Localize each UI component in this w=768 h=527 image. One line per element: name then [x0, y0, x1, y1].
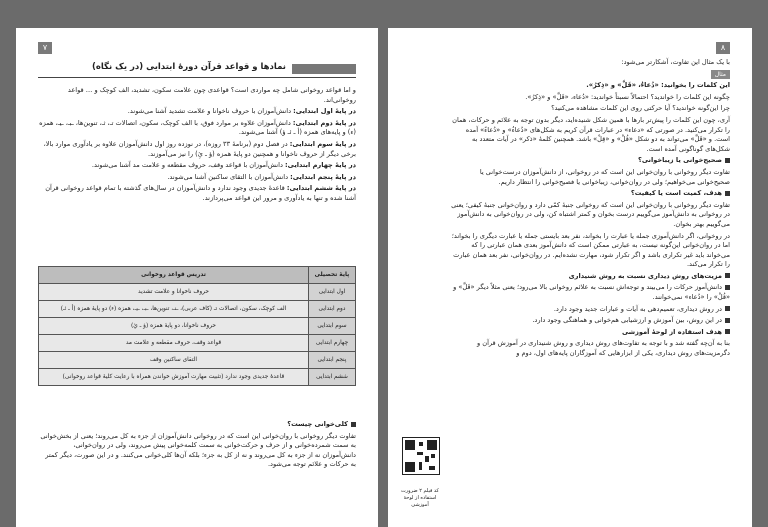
qr-caption: کد فیلم ۲ ضرورت استفاده از لوحهٔ آموزشی	[401, 488, 439, 508]
left-section	[38, 420, 356, 472]
square-bullet-icon	[725, 158, 730, 163]
subheading	[450, 156, 730, 166]
grade-paragraph	[38, 107, 356, 117]
left-body	[38, 86, 356, 206]
grade-label: در پایهٔ چهارم ابتدایی:	[285, 161, 356, 170]
grade-paragraph	[38, 161, 356, 171]
header-bar	[292, 64, 356, 74]
rules-cell: التقای ساکنین وقف	[39, 352, 309, 369]
header-title: نمادها و قواعد قرآن دورهٔ ابتدایی (در یک نگاه)	[91, 62, 286, 72]
subheading-text: هدف، کمیت است یا کیفیت؟	[630, 189, 722, 198]
intro-paragraph: و اما قواعد روخوانی شامل چه مواردی است؟ قواعدی چون علامت سکون، تشدید، الف کوچک و … قواعد روخوانی‌اند.	[67, 86, 356, 104]
grade-text: دانش‌آموزان با حروف ناخوانا و علامت تشدید آشنا می‌شوند.	[127, 107, 292, 116]
table-header-row	[39, 267, 356, 284]
square-bullet-icon	[351, 422, 356, 427]
example-text: آری، چون این کلمات را پیش‌تر بارها با همین شکل شنیده‌اید، دیگر بدون توجه به علائم و حرکات، همان را تکرار می‌کنید. در صورتی که «دعاء» در عبارات قرآن کریم به شکل‌های «دُعاءُ» و «دُعاءً» آمده است. و «قَلَّ» می‌تواند به دو شکل «قُلْ» و «قِلْ» باشد. همچنین کلمهٔ «ذکر» در آیات متعدد به شکل‌های گوناگونی آمده است.	[452, 115, 730, 153]
table-row	[39, 318, 356, 335]
grade-text: دانش‌آموزان با قواعد وقف، حروف مقطعه و علامت مد آشنا می‌شوند.	[91, 161, 283, 170]
header-rule	[38, 77, 356, 78]
table-row	[39, 352, 356, 369]
table-row	[39, 284, 356, 301]
rules-cell: حروف ناخوانا، دو پایهٔ همزه (ؤ ـ ئِ)	[39, 318, 309, 335]
bullet-text: دانش‌آموز حرکات را می‌بیند و توجه‌اش نسبت به علائم روخوانی بالا می‌رود؛ یعنی مثلاً دیگر «قَلَّ» و «قُلْ» را «دُعاء» نمی‌خوانند.	[453, 283, 730, 302]
grade-paragraph	[38, 119, 356, 138]
grade-cell: سوم ابتدایی	[309, 318, 356, 335]
bullet-item	[450, 316, 730, 326]
rules-cell: قواعد وقف، حروف مقطعه و علامت مد	[39, 335, 309, 352]
rules-cell: الف کوچک، سکون، اتصالات تـ (کاف عربی)، ـنـ، تنوین‌ها، ـبـ، ـیـ، همزه (ء) دو پایهٔ همزه (أ ـ ئـ)	[39, 301, 309, 318]
bullet-text: در این روش، بین آموزش و ارزشیابی هم‌خوانی و هماهنگی وجود دارد.	[532, 316, 722, 325]
square-bullet-icon	[725, 285, 730, 290]
paragraph: در روخوانی، اگر دانش‌آموزی جمله یا عبارت را بخواند، نفر بعد بایستی جمله یا عبارت دیگری را بخواند؛ اما در روان‌خوانی این‌گونه نیست، به عبارتی ممکن است که دانش‌آموز بعدی همان عبارتی را که می‌خواند باید غیر تکراری باشد و اگر تکرار شود، مهارت نشده‌ایم. در روان‌خوانی، نفر بعد همان عبارت را تکرار می‌کند.	[451, 231, 730, 269]
subheading	[450, 189, 730, 199]
qr-code-icon[interactable]	[402, 437, 440, 475]
rules-table	[38, 266, 356, 386]
example-tag-line	[450, 70, 730, 80]
grade-cell: ششم ابتدایی	[309, 369, 356, 386]
subheading-text: مزیت‌های روش دیداری نسبت به روش شنیداری	[568, 271, 722, 280]
section-heading	[38, 420, 356, 430]
grade-paragraph	[38, 173, 356, 183]
bullet-item	[450, 283, 730, 302]
grade-label: در پایهٔ اول ابتدایی:	[293, 107, 356, 116]
square-bullet-icon	[725, 191, 730, 196]
section-heading-text: کلی‌خوانی چیست؟	[287, 420, 348, 428]
grade-cell: چهارم ابتدایی	[309, 335, 356, 352]
grade-label: در پایهٔ پنجم ابتدایی:	[290, 172, 356, 181]
grade-paragraph	[38, 140, 356, 159]
subheading-text: هدف استفاده از لوحهٔ آموزشی	[621, 327, 722, 336]
rules-cell: حروف ناخوانا و علامت تشدید	[39, 284, 309, 301]
grade-paragraph	[38, 184, 356, 203]
table-row	[39, 335, 356, 352]
top-line: با یک مثال این تفاوت، آشکارتر می‌شود:	[621, 58, 730, 66]
column-header-grade: پایهٔ تحصیلی	[309, 267, 356, 284]
left-page	[16, 28, 378, 527]
table-row	[39, 301, 356, 318]
bullet-item	[450, 305, 730, 315]
rules-cell: قاعدهٔ جدیدی وجود ندارد (تثبیت مهارت آموزش خواندن همراه با رعایت کلیهٔ قواعد روخوانی)	[39, 369, 309, 386]
square-bullet-icon	[725, 273, 730, 278]
square-bullet-icon	[725, 318, 730, 323]
example-text: چگونه این کلمات را خواندید؟ احتمالاً نسبتاً خواندید: «دُعاء، «قَلَّ» و «ذِکرُ».	[525, 92, 730, 101]
page-number: ۷	[38, 42, 52, 54]
page-header	[38, 62, 356, 76]
grade-text: در فصل دوم (برنامهٔ ۳۳ روزه)، در نوزده روز اول دانش‌آموزان علاوه بر یادآوری موارد بالا، برخی دیگر از حروف ناخوانا و همچنین دو پایهٔ همزه (ؤ ـ ئِ) را نیز می‌آموزند.	[43, 139, 356, 158]
grade-text: قاعدهٔ جدیدی وجود ندارد و دانش‌آموزان در سال‌های گذشته با تمام قواعد روخوانی قرآن آشنا شده و تنها به یادآوری و مرور این قواعد می‌پردازند.	[45, 184, 356, 202]
example-text: چرا این‌گونه خواندید؟ آیا حرکتی روی این کلمات مشاهده می‌کنید؟	[551, 104, 730, 113]
grade-label: در پایهٔ دوم ابتدایی:	[292, 118, 356, 127]
section-paragraph: تفاوت دیگر روخوانی با روان‌خوانی این است که در روخوانی دانش‌آموزان از جزء به کل می‌روند؛ یعنی از بخش‌خوانی به سمت شمرده‌خوانی و از حرف و حرکت‌خوانی به سمت کلمه‌خوانی پیش می‌روند، ولی در روان‌خوانی، دانش‌آموزان نه از جزء به کل می‌روند و نه از کل به جزء؛ بلکه آن‌ها کلی‌خوانی می‌کنند. و در این صورت، دیگر کمتر به حرکات و علائم توجه می‌شود.	[40, 431, 356, 469]
square-bullet-icon	[725, 306, 730, 311]
subheading	[450, 328, 730, 338]
grade-label: در پایهٔ سوم ابتدایی:	[289, 139, 356, 148]
grade-text: دانش‌آموزان علاوه بر موارد فوق، با الف کوچک، سکون، اتصالات تـ، ثـ، تنوین‌ها، ـبـ، ـیـ، همزه (ء) و پایه‌های همزه (أ ـ ئـ ؤ) آشنا می‌شوند.	[39, 118, 356, 137]
column-header-rules: تدریس قواعد روخوانی	[39, 267, 309, 284]
page-number: ۸	[716, 42, 730, 54]
paragraph: بنا به آن‌چه گفته شد و با توجه به تفاوت‌های روش دیداری و روش شنیداری در آموزش قرآن و دگرمزیت‌های روش دیداری، یکی از ابزارهایی که آموزگاران پایه‌های اول، دوم و	[476, 339, 730, 358]
grade-text: دانش‌آموزان با التقای ساکنین آشنا می‌شوند.	[167, 172, 289, 181]
square-bullet-icon	[725, 329, 730, 334]
example-tag: مثال	[711, 70, 730, 80]
subheading	[450, 272, 730, 282]
right-body	[450, 58, 730, 361]
grade-cell: اول ابتدایی	[309, 284, 356, 301]
paragraph: تفاوت دیگر روخوانی با روان‌خوانی این است که روخوانی جنبهٔ کمّی دارد و روان‌خوانی جنبهٔ کیفی؛ یعنی در روخوانی به دانش‌آموز می‌گوییم درست بخوان و کمتر اشتباه کن، ولی در روان‌خوانی به دانش‌آموز می‌گوییم بهتر بخوان.	[451, 200, 730, 228]
bullet-text: در روش دیداری، تعمیم‌دهی به آیات و عبارات جدید وجود دارد.	[553, 304, 722, 313]
paragraph: تفاوت دیگر روخوانی با روان‌خوانی این است که در روخوانی، از دانش‌آموزان درست‌خوانی یا صحیح‌خوانی می‌خواهیم؛ ولی در روان‌خوانی، زیباخوانی یا فصیح‌خوانی را انتظار داریم.	[479, 167, 730, 186]
grade-cell: پنجم ابتدایی	[309, 352, 356, 369]
right-page	[388, 28, 752, 527]
table-row	[39, 369, 356, 386]
grade-cell: دوم ابتدایی	[309, 301, 356, 318]
grade-label: در پایهٔ ششم ابتدایی:	[286, 184, 356, 193]
subheading-text: صحیح‌خوانی یا زیباخوانی؟	[638, 156, 722, 165]
example-heading: این کلمات را بخوانید: «دُعاءُ، «قَلَّ» و «ذِکرُ».	[586, 81, 730, 90]
